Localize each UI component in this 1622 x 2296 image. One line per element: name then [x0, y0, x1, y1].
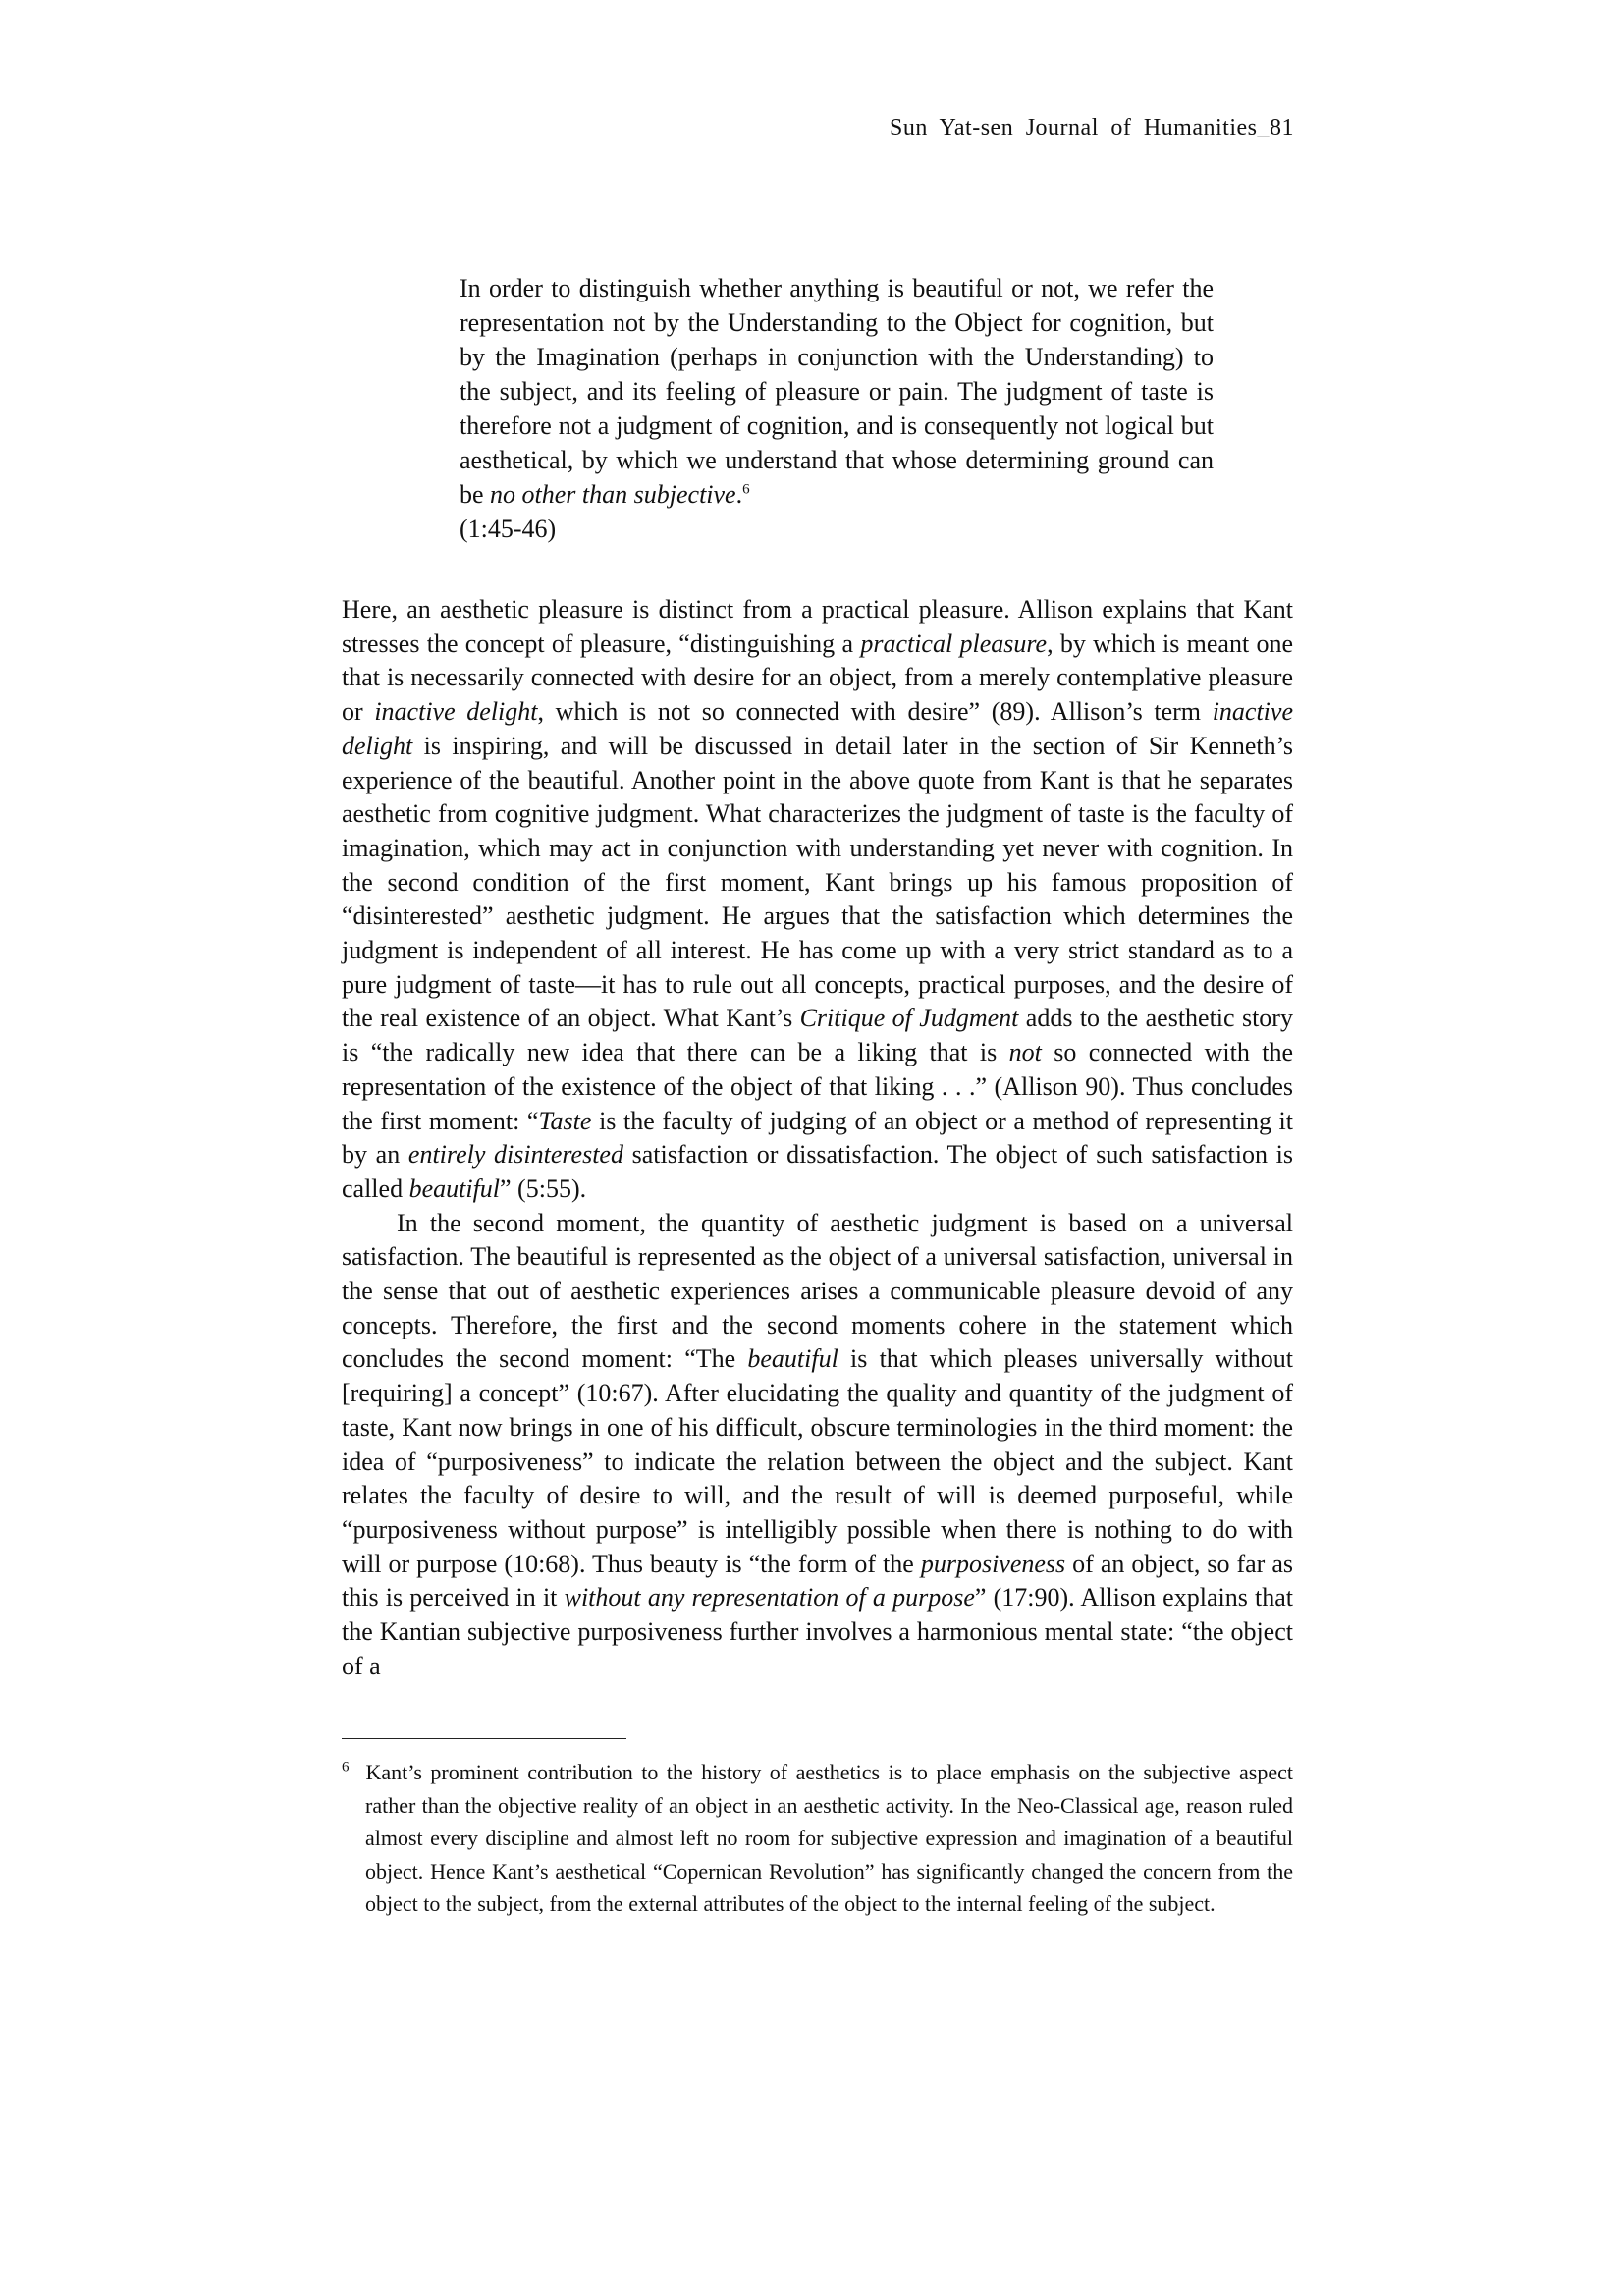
italic-term: practical pleasure [860, 629, 1048, 658]
text-run: satisfaction or dissatisfaction. The object of such satisfaction is called [342, 1140, 1293, 1203]
footnote-divider [342, 1738, 626, 1739]
text-run: , by which is meant one that is necessarily connected with desire for an object, from a merely contemplative pleasure or [342, 629, 1293, 727]
footnote-6 [342, 1756, 1293, 1921]
italic-title: Critique of Judgment [799, 1004, 1019, 1033]
text-run: of an object, so far as this is perceived in it [342, 1549, 1293, 1613]
quote-period: . [735, 480, 743, 509]
italic-term: inactive delight [342, 697, 1293, 760]
running-head [890, 115, 1294, 141]
text-run: is that which pleases universally without [requiring] a concept” (10:67). After elucidating the quality and quantity of the judgment of taste, Kant now brings in one of his difficult, obscure terminologies in the third moment: the idea of “purposiveness” to indicate the relation between the object and the subject. Kant relates the faculty of desire to will, and the result of will is deemed purposeful, while “purposiveness without purpose” is intelligibly possible when there is nothing to do with will or purpose (10:68). Thus beauty is “the form of the [342, 1344, 1293, 1578]
text-run: is the faculty of judging of an object or a method of representing it by an [342, 1106, 1294, 1170]
italic-term: entirely disinterested [407, 1140, 623, 1170]
footnote [342, 1756, 1293, 1921]
italic-term: not [1008, 1038, 1042, 1067]
italic-term: without any representation of a purpose [564, 1583, 975, 1613]
footnote-text: Kant’s prominent contribution to the history of aesthetics is to place emphasis on the subjective aspect rather than the objective reality of an object in an aesthetic activity. In the Neo-Classical age, reason ruled almost every discipline and almost left no room for subjective expression and imagination of a beautiful object. Hence Kant’s aesthetical “Copernican Revolution” has significantly changed the concern from the object to the subject, from the external attributes of the object to the internal feeling of the subject. [365, 1760, 1293, 1916]
footnote-mark: 6 [342, 1759, 350, 1776]
body-text [342, 593, 1293, 1684]
italic-term: beautiful [747, 1344, 838, 1374]
journal-title: Sun Yat-sen Journal of Humanities_ [890, 115, 1270, 140]
text-run: so connected with the representation of the existence of the object of that liking . . .” (Allison 90). Thus concludes the first moment: “ [342, 1038, 1293, 1135]
italic-term: beautiful [408, 1174, 501, 1203]
quote-text: In order to distinguish whether anything is beautiful or not, we refer the representation not by the Understanding to the Object for cognition, but by the Imagination (perhaps in conjunction with the Understanding) to the subject, and its feeling of pleasure or pain. The judgment of taste is therefore not a judgment of cognition, and is consequently not logical but aesthetical, by which we understand that whose determining ground can be [460, 274, 1214, 509]
block-quote [460, 271, 1214, 546]
text-run: Here, an aesthetic pleasure is distinct from a practical pleasure. Allison explains that Kant stresses the concept of pleasure, “distinguishing a [342, 595, 1293, 658]
quote-italic: no other than subjective [490, 480, 736, 509]
text-run: , which is not so connected with desire” (89). Allison’s term [537, 697, 1213, 727]
italic-term: Taste [538, 1106, 592, 1135]
text-run: adds to the aesthetic story is “the radically new idea that there can be a liking that is [342, 1004, 1293, 1067]
block-quote-text [460, 271, 1214, 546]
text-run: is inspiring, and will be discussed in detail later in the section of Sir Kenneth’s experience of the beautiful. Another point in the above quote from Kant is that he separates aesthetic from cognitive judgment. What characterizes the judgment of taste is the faculty of imagination, which may act in conjunction with understanding yet never with cognition. In the second condition of the first moment, Kant brings up his famous proposition of “disinterested” aesthetic judgment. He argues that the satisfaction which determines the judgment is independent of all interest. He has come up with a very strict standard as to a pure judgment of taste—it has to rule out all concepts, practical purposes, and the desire of the real existence of an object. What Kant’s [342, 731, 1293, 1033]
page-number: 81 [1270, 115, 1294, 140]
text-run: In the second moment, the quantity of aesthetic judgment is based on a universal satisfaction. The beautiful is represented as the object of a universal satisfaction, universal in the sense that out of aesthetic experiences arises a communicable pleasure devoid of any concepts. Therefore, the first and the second moments cohere in the statement which concludes the second moment: “The [342, 1208, 1293, 1374]
paragraph-1 [342, 593, 1293, 1207]
footnote-ref[interactable]: 6 [742, 481, 750, 498]
text-run: ” (17:90). Allison explains that the Kantian subjective purposiveness further involves a harmonious mental state: “the object of a [342, 1583, 1294, 1680]
paragraph-2 [342, 1207, 1293, 1684]
italic-term: inactive delight [374, 697, 538, 727]
text-run: ” (5:55). [500, 1174, 587, 1203]
quote-citation: (1:45-46) [460, 515, 557, 543]
italic-term: purposiveness [920, 1549, 1066, 1578]
